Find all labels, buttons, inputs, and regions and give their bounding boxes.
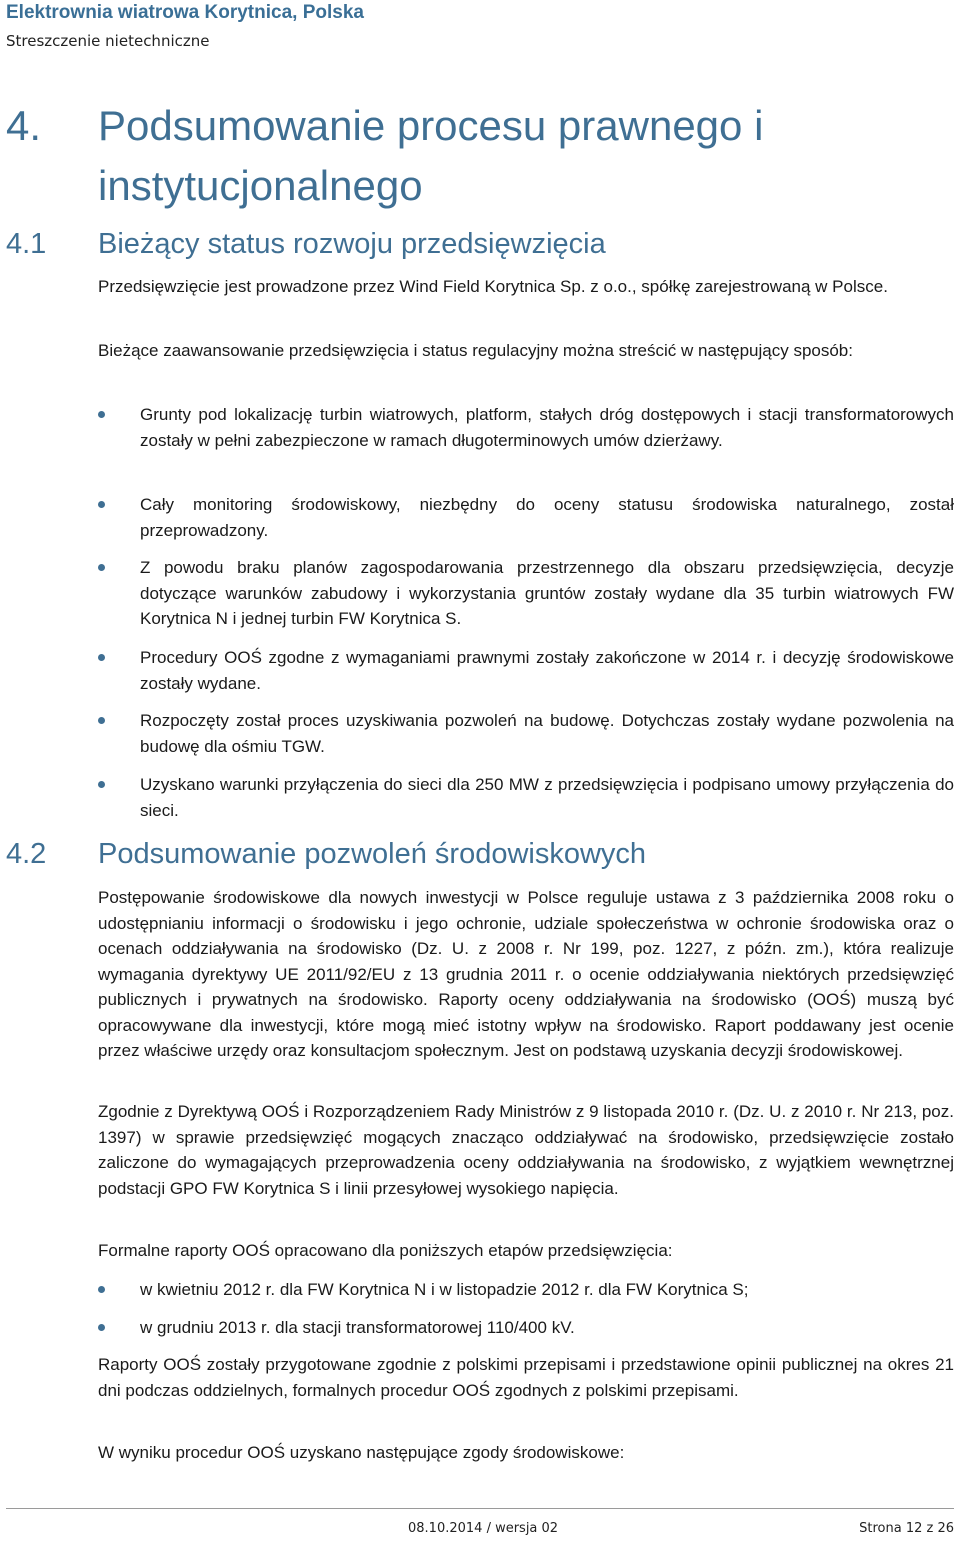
list-item <box>98 555 954 632</box>
bullet-icon <box>98 501 105 508</box>
section-4-number: 4. <box>6 102 42 149</box>
paragraph: W wyniku procedur OOŚ uzyskano następujące zgody środowiskowe: <box>98 1443 625 1462</box>
list-item-text: Cały monitoring środowiskowy, niezbędny do oceny statusu środowiska naturalnego, został przeprowadzony. <box>140 495 954 540</box>
footer-page-number: Strona 12 z 26 <box>859 1521 954 1536</box>
bullet-icon <box>98 564 105 571</box>
list-item-text: Procedury OOŚ zgodne z wymaganiami prawnymi zostały zakończone w 2014 r. i decyzję środowiskowe zostały wydane. <box>140 648 954 693</box>
list-item <box>98 772 954 823</box>
section-4-1-heading <box>6 226 606 262</box>
bullet-icon <box>98 717 105 724</box>
section-4-2-heading <box>6 836 646 872</box>
list-item <box>98 492 954 543</box>
paragraph: Zgodnie z Dyrektywą OOŚ i Rozporządzeniem Rady Ministrów z 9 listopada 2010 r. (Dz. U. z 2010 r. Nr 213, poz. 1397) w sprawie przedsięwzięć mogących znacząco oddziaływać na środowisko, przedsięwzięcie zostało zaliczone do wymagających przeprowadzenia oceny oddziaływania na środowisko, z wyjątkiem wewnętrznej podstacji GPO FW Korytnica S i linii przesyłowej wysokiego napięcia. <box>98 1102 954 1198</box>
section-4-2-title: Podsumowanie pozwoleń środowiskowych <box>98 838 647 870</box>
bullet-icon <box>98 781 105 788</box>
document-subtitle: Streszczenie nietechniczne <box>6 32 210 50</box>
list-item <box>98 402 954 453</box>
list-item-text: Grunty pod lokalizację turbin wiatrowych, platform, stałych dróg dostępowych i stacji transformatorowych zostały w pełni zabezpieczone w ramach długoterminowych umów dzierżawy. <box>140 405 954 450</box>
footer-date-version: 08.10.2014 / wersja 02 <box>408 1521 559 1536</box>
list-item <box>98 708 954 759</box>
list-item <box>98 1315 954 1341</box>
footer-divider <box>6 1508 954 1509</box>
list-item-text: w grudniu 2013 r. dla stacji transformatorowej 110/400 kV. <box>140 1318 575 1337</box>
list-item-text: Z powodu braku planów zagospodarowania przestrzennego dla obszaru przedsięwzięcia, decyzje dotyczące warunków zabudowy i wykorzystania gruntów zostały wydane dla 35 turbin wiatrowych FW Korytnica N i jednej turbin FW Korytnica S. <box>140 558 954 628</box>
document-title: Elektrownia wiatrowa Korytnica, Polska <box>6 2 364 23</box>
bullet-icon <box>98 1286 105 1293</box>
paragraph: Przedsięwzięcie jest prowadzone przez Wind Field Korytnica Sp. z o.o., spółkę zarejestrowaną w Polsce. <box>98 277 888 296</box>
section-4-heading <box>6 96 918 216</box>
list-item-text: w kwietniu 2012 r. dla FW Korytnica N i w listopadzie 2012 r. dla FW Korytnica S; <box>140 1280 749 1299</box>
bullet-icon <box>98 411 105 418</box>
list-item-text: Uzyskano warunki przyłączenia do sieci dla 250 MW z przedsięwzięcia i podpisano umowy przyłączenia do sieci. <box>140 775 954 820</box>
paragraph: Formalne raporty OOŚ opracowano dla poniższych etapów przedsięwzięcia: <box>98 1241 673 1260</box>
list-item <box>98 1277 954 1303</box>
running-header <box>6 0 364 52</box>
paragraph: Raporty OOŚ zostały przygotowane zgodnie z polskimi przepisami i przedstawione opinii publicznej na okres 21 dni podczas oddzielnych, formalnych procedur OOŚ zgodnych z polskimi przepisami. <box>98 1355 954 1400</box>
paragraph: Postępowanie środowiskowe dla nowych inwestycji w Polsce reguluje ustawa z 3 października 2008 roku o udostępnianiu informacji o środowisku i jego ochronie, udziale społeczeństwa w ochronie środowiska oraz o ocenach oddziaływania na środowisko (Dz. U. z 2008 r. Nr 199, poz. 1227, z późn. zm.), która realizuje wymagania dyrektywy UE 2011/92/EU z 13 grudnia 2011 r. o ocenie oddziaływania niektórych przedsięwzięć publicznych i prywatnych na środowisko. Raporty oceny oddziaływania na środowisko (OOŚ) muszą być opracowywane dla inwestycji, które mogą mieć istotny wpływ na środowisko. Raport poddawany jest ocenie przez właściwe urzędy oraz konsultacjom społecznym. Jest on podstawą uzyskania decyzji środowiskowej. <box>98 888 954 1060</box>
bullet-icon <box>98 1324 105 1331</box>
list-item-text: Rozpoczęty został proces uzyskiwania pozwoleń na budowę. Dotychczas zostały wydane pozwolenia na budowę dla ośmiu TGW. <box>140 711 954 756</box>
section-4-1-number: 4.1 <box>6 228 47 260</box>
section-4-1-title: Bieżący status rozwoju przedsięwzięcia <box>98 228 606 260</box>
section-4-title: Podsumowanie procesu prawnego i instytucjonalnego <box>98 102 764 209</box>
list-item <box>98 645 954 696</box>
paragraph: Bieżące zaawansowanie przedsięwzięcia i status regulacyjny można streścić w następujący sposób: <box>98 341 853 360</box>
bullet-icon <box>98 654 105 661</box>
section-4-2-number: 4.2 <box>6 838 47 870</box>
